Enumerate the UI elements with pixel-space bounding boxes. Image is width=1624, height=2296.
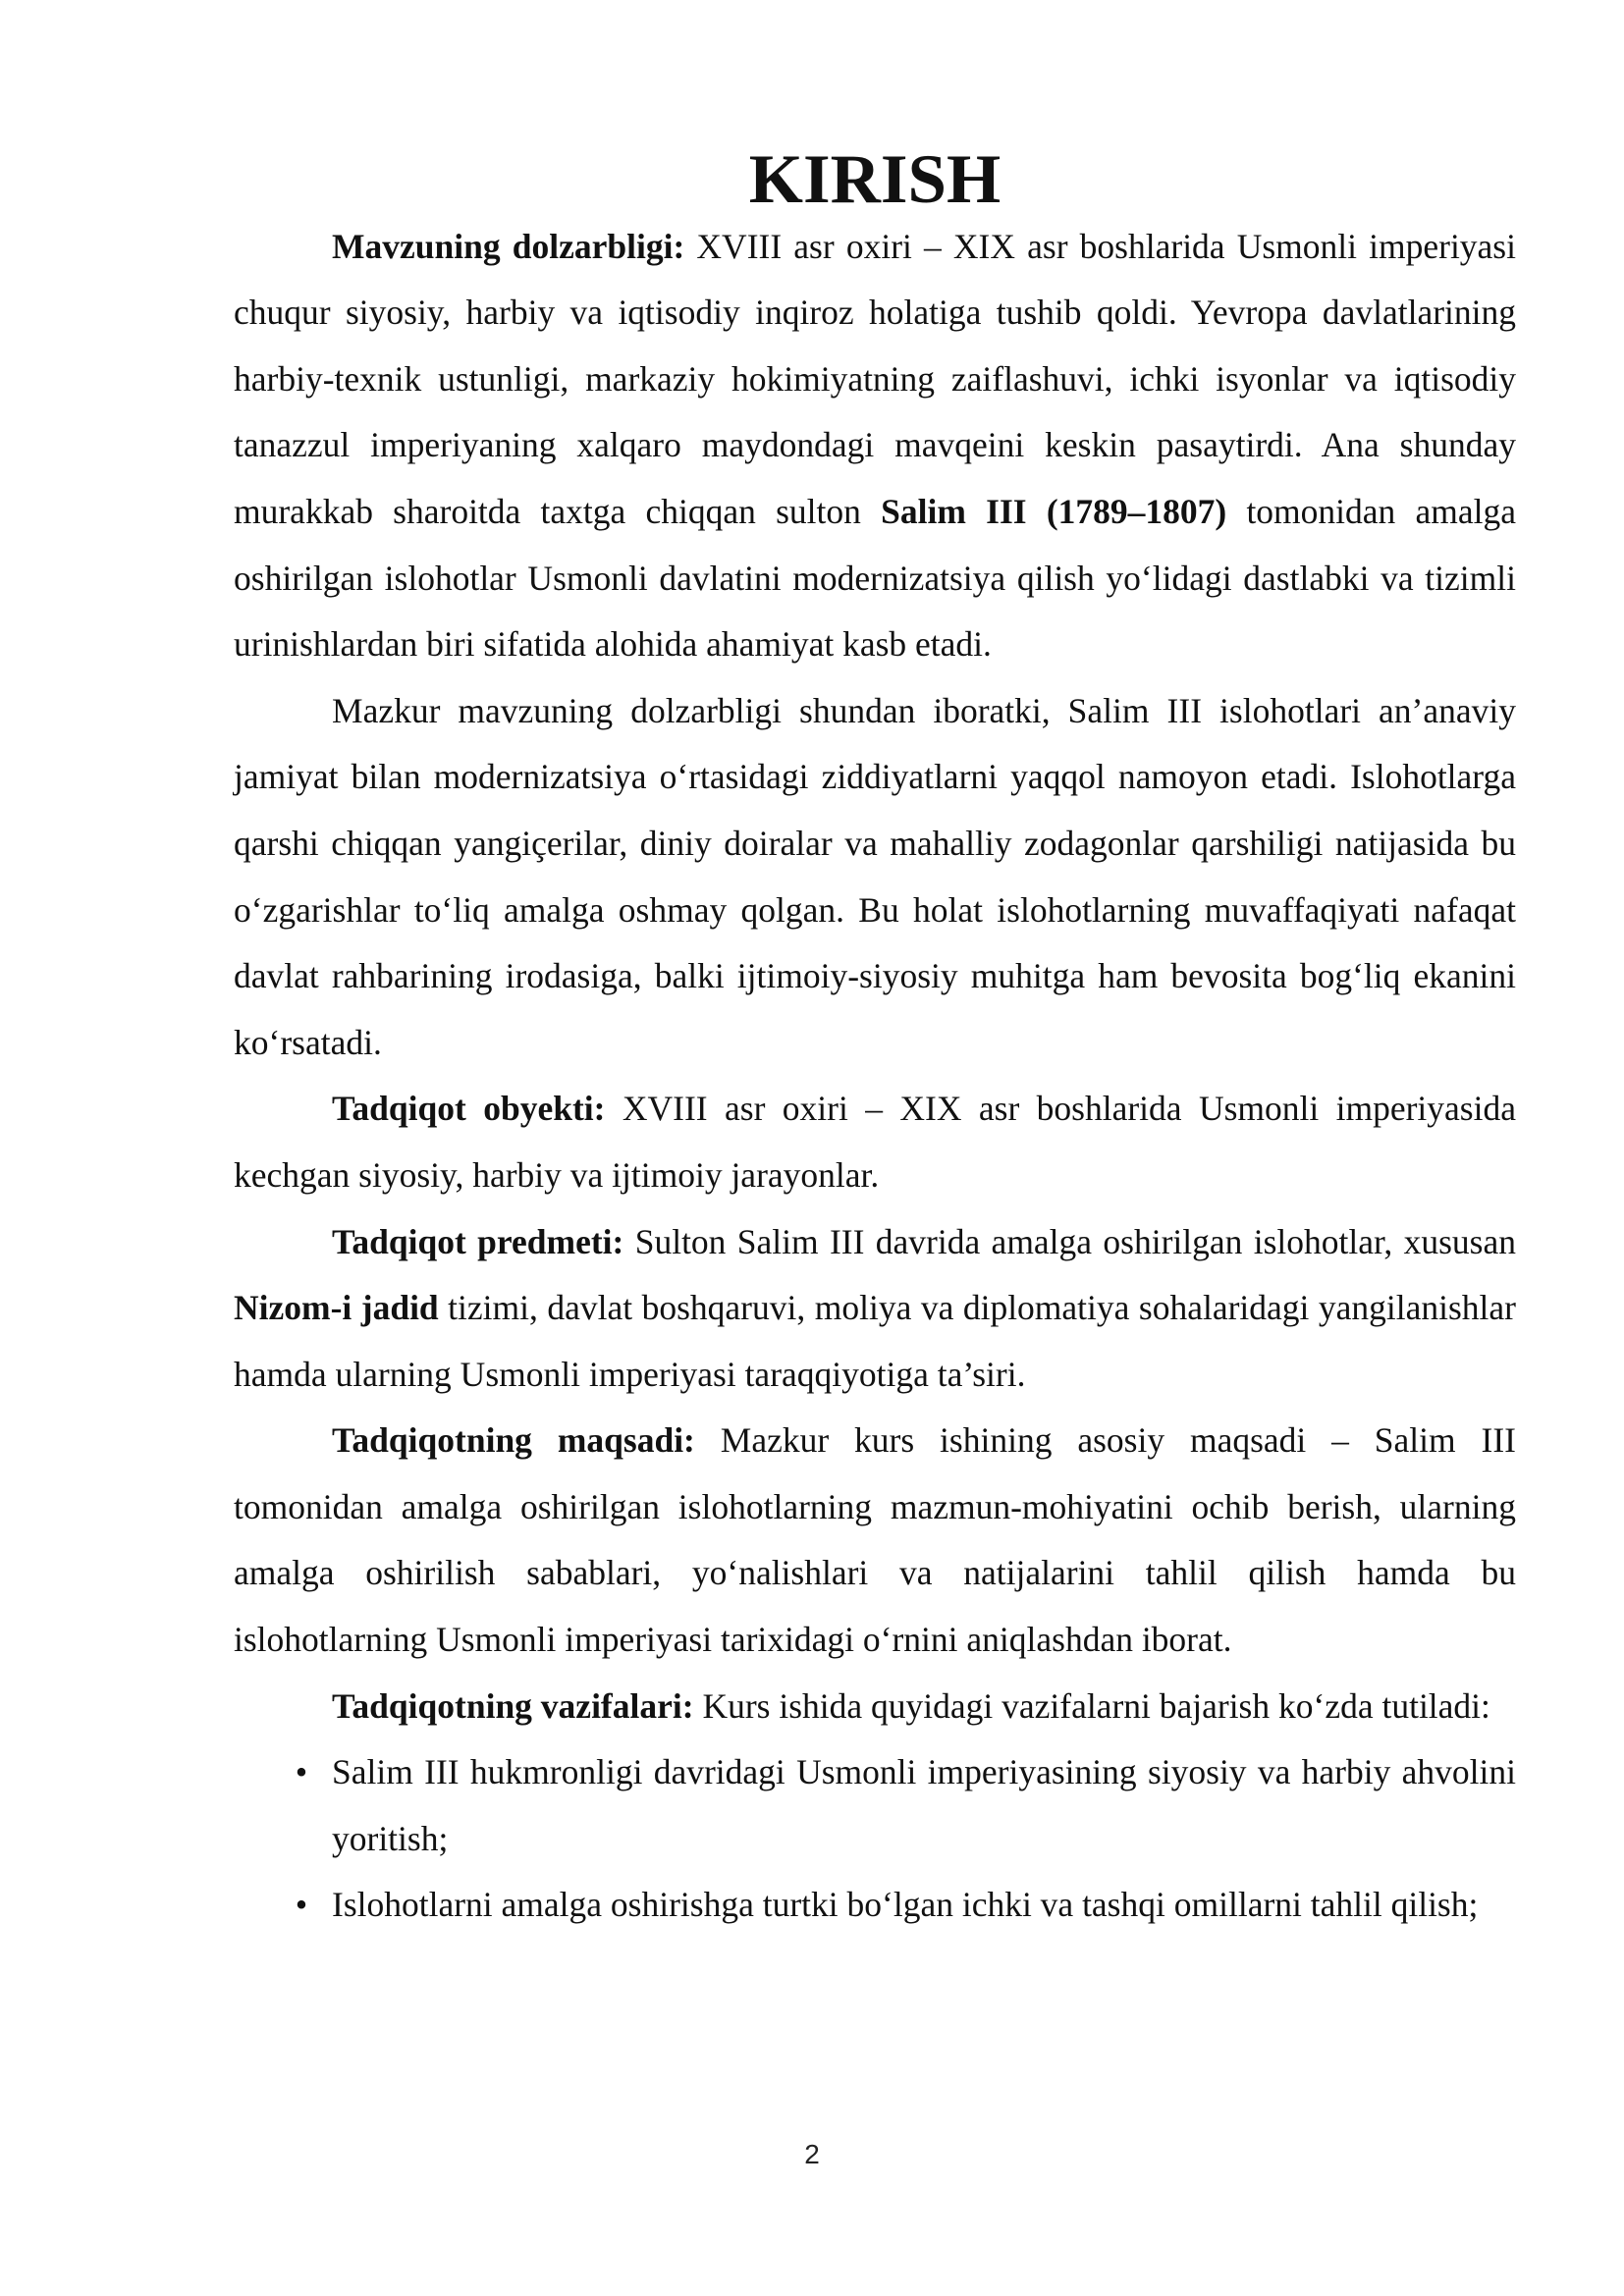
paragraph-text: Mazkur kurs ishining asosiy maqsadi – Salim III tomonidan amalga oshirilgan islohotlarning mazmun-mohiyatini ochib berish, ularning amalga oshirilish sabablari, yo‘nalishlari va natijalarini tahlil qilish hamda bu islohotlarning Usmonli imperiyasi tarixidagi o‘rnini aniqlashdan iborat. (234, 1420, 1516, 1660)
body-paragraph (234, 1674, 1516, 1740)
task-list-item (234, 1739, 1516, 1872)
body-paragraph (234, 678, 1516, 1077)
task-list (234, 1739, 1516, 1939)
paragraph-text: Kurs ishida quyidagi vazifalarni bajarish ko‘zda tutiladi: (693, 1685, 1490, 1726)
bold-term: Mavzuning dolzarbligi: (332, 226, 685, 266)
page-content (234, 141, 1517, 1939)
task-list-item (234, 1872, 1516, 1939)
section-title: KIRISH (748, 141, 1001, 218)
paragraph-text: tomonidan amalga oshirilgan islohotlar Usmonli davlatini modernizatsiya qilish yo‘lidagi dastlabki va tizimli urinishlardan biri sifatida alohida ahamiyat kasb etadi. (234, 491, 1517, 665)
bold-term: Tadqiqot obyekti: (332, 1089, 606, 1129)
bold-term: Salim III (1789–1807) (881, 491, 1227, 531)
paragraph-text: tizimi, davlat boshqaruvi, moliya va diplomatiya sohalaridagi yangilanishlar hamda ularning Usmonli imperiyasi taraqqiyotiga ta’siri. (234, 1288, 1516, 1394)
bold-term: Tadqiqotning maqsadi: (332, 1420, 695, 1461)
task-text: Islohotlarni amalga oshirishga turtki bo‘lgan ichki va tashqi omillarni tahlil qilish; (332, 1885, 1479, 1925)
bold-term: Nizom-i jadid (234, 1288, 439, 1328)
bold-term: Tadqiqot predmeti: (332, 1221, 624, 1261)
body-paragraph (234, 1209, 1516, 1409)
body-paragraph (234, 1408, 1516, 1673)
bullet-icon: • (295, 1885, 308, 1925)
bullet-icon: • (295, 1752, 308, 1792)
page-number: 2 (804, 2139, 820, 2169)
body-paragraph (234, 1076, 1516, 1208)
paragraph-text: Mazkur mavzuning dolzarbligi shundan iboratki, Salim III islohotlari an’anaviy jamiyat bilan modernizatsiya o‘rtasidagi ziddiyatlarni yaqqol namoyon etadi. Islohotlarga qarshi chiqqan yangiçerilar, diniy doiralar va mahalliy zodagonlar qarshiligi natijasida bu o‘zgarishlar to‘liq amalga oshmay qolgan. Bu holat islohotlarning muvaffaqiyati nafaqat davlat rahbarining irodasiga, balki ijtimoiy-siyosiy muhitga ham bevosita bog‘liq ekanini ko‘rsatadi. (234, 690, 1516, 1062)
task-text: Salim III hukmronligi davridagi Usmonli imperiyasining siyosiy va harbiy ahvolini yoritish; (332, 1752, 1516, 1858)
paragraph-text: XVIII asr oxiri – XIX asr boshlarida Usmonli imperiyasi chuqur siyosiy, harbiy va iqtisodiy inqiroz holatiga tushib qoldi. Yevropa davlatlarining harbiy-texnik ustunligi, markaziy hokimiyatning zaiflashuvi, ichki isyonlar va iqtisodiy tanazzul imperiyaning xalqaro maydondagi mavqeini keskin pasaytirdi. Ana shunday murakkab sharoitda taxtga chiqqan sulton (234, 226, 1516, 531)
paragraph-text: XVIII asr oxiri – XIX asr boshlarida Usmonli imperiyasida kechgan siyosiy, harbiy va ijtimoiy jarayonlar. (234, 1089, 1516, 1195)
paragraph-text: Sulton Salim III davrida amalga oshirilgan islohotlar, xususan (623, 1221, 1516, 1261)
body-paragraph (234, 214, 1516, 678)
paragraph-list (234, 214, 1516, 1740)
bold-term: Tadqiqotning vazifalari: (332, 1685, 694, 1726)
